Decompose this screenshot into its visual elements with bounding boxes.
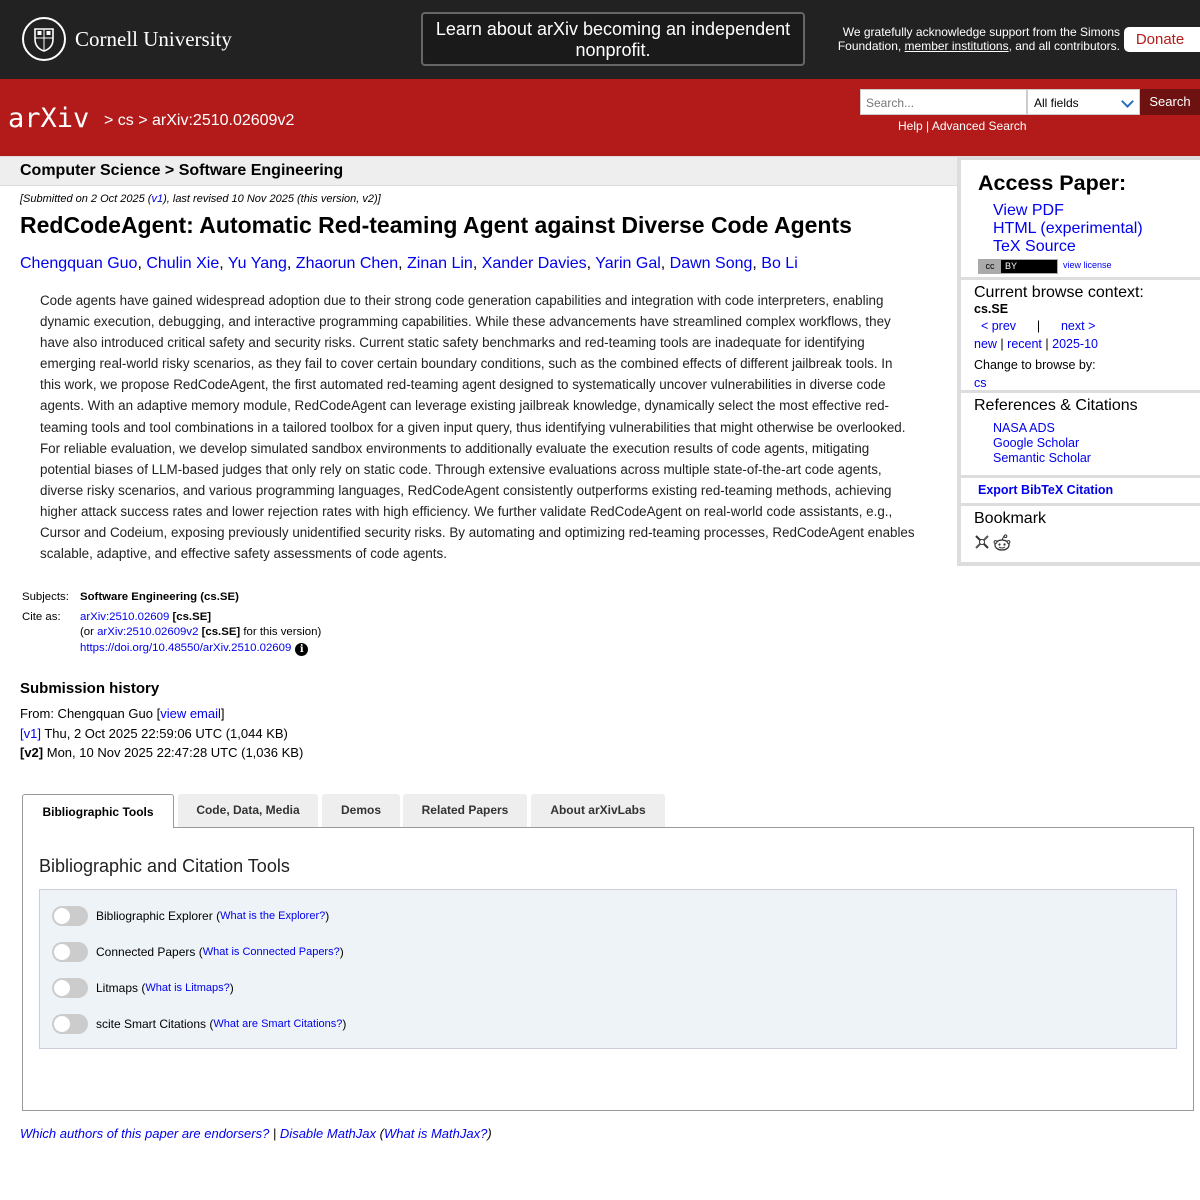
toggle-row-litmaps: Litmaps ( What is Litmaps? ) <box>52 978 234 998</box>
new-link[interactable]: new <box>974 337 997 351</box>
subjects-value: Software Engineering (cs.SE) <box>80 591 239 603</box>
google-scholar-link[interactable]: Google Scholar <box>993 436 1080 450</box>
arxiv-logo-text: arXiv <box>8 103 90 134</box>
abstract: Code agents have gained widespread adoption due to their strong code generation capabilities and integration with code interpreters, enabling dynamic execution, debugging, and interactive programming capabilities. While these advancements have streamlined complex workflows, they have also introduced critical safety and security risks. Current static safety benchmarks and red-teaming tools are inadequate for identifying emerging real-world risky scenarios, as they fail to cover certain boundary conditions, such as the combined effects of different jailbreak tools. In this work, we propose RedCodeAgent, the first automated red-teaming agent designed to systematically uncover vulnerabilities in diverse code agents. With an adaptive memory module, RedCodeAgent can leverage existing jailbreak knowledge, dynamically select the most effective red-teaming tools and tool combinations in a tailored toolbox for a given input query, thus identifying vulnerabilities that might otherwise be overlooked. For reliable evaluation, we develop simulated sandbox environments to additionally evaluate the execution results of code agents, mitigating potential biases of LLM-based judges that only rely on static code. Through extensive evaluations across multiple state-of-the-art code agents, diverse risky scenarios, and various programming languages, RedCodeAgent consistently outperforms existing red-teaming methods, achieving higher attack success rates and lower rejection rates with high efficiency. We further validate RedCodeAgent on real-world code assistants, e.g., Cursor and Codeium, exposing previously unidentified security risks. By automating and optimizing red-teaming processes, RedCodeAgent enables scalable, adaptive, and effective safety assessments of code agents. <box>40 293 915 562</box>
sidebar <box>957 156 1200 566</box>
footer-links: Which authors of this paper are endorsers? | Disable MathJax (What is MathJax?) <box>20 1126 492 1141</box>
access-links <box>993 202 1143 256</box>
what-is-connected-papers-link[interactable]: What is Connected Papers? <box>202 946 340 958</box>
version-id-link[interactable]: arXiv:2510.02609v2 <box>97 626 199 639</box>
toggle-row-connected-papers: Connected Papers ( What is Connected Papers? ) <box>52 942 344 962</box>
history-v2: [v2] Mon, 10 Nov 2025 22:47:28 UTC (1,036 KB) <box>20 745 304 760</box>
subject-bar <box>0 156 957 186</box>
doi-link[interactable]: https://doi.org/10.48550/arXiv.2510.02609 <box>80 641 292 654</box>
author-link[interactable]: Yu Yang <box>227 255 287 272</box>
author-list: Chengquan Guo, Chulin Xie, Yu Yang, Zhaorun Chen, Zinan Lin, Xander Davies, Yarin Gal, Dawn Song, Bo Li <box>20 255 798 272</box>
access-paper-block <box>961 160 1200 277</box>
cornell-topbar <box>0 0 1200 79</box>
history-v1: [v1] Thu, 2 Oct 2025 22:59:06 UTC (1,044 KB) <box>20 725 288 741</box>
access-paper-heading: Access Paper: <box>978 171 1127 195</box>
chevron-down-icon <box>1121 95 1134 108</box>
history-from: From: Chengquan Guo [view email] <box>20 706 225 721</box>
bookmark-icons <box>974 534 1011 552</box>
arxiv-header <box>0 79 1200 156</box>
breadcrumb[interactable]: > cs > arXiv:2510.02609v2 <box>104 112 295 129</box>
history-v1-link[interactable]: [v1] <box>20 725 41 741</box>
litmaps-toggle[interactable] <box>52 978 88 998</box>
author-link[interactable]: Zinan Lin <box>406 255 473 272</box>
tex-source-link[interactable]: TeX Source <box>993 238 1076 255</box>
support-acknowledgement: We gratefully acknowledge support from the Simons Foundation, member institutions, and all contributors. <box>837 25 1120 53</box>
month-link[interactable]: 2025-10 <box>1052 337 1098 351</box>
what-is-explorer-link[interactable]: What is the Explorer? <box>220 910 326 922</box>
cite-as-label: Cite as: <box>22 610 61 623</box>
bookmark-heading: Bookmark <box>974 510 1047 527</box>
author-link[interactable]: Zhaorun Chen <box>295 255 399 272</box>
semantic-scholar-link[interactable]: Semantic Scholar <box>993 451 1091 465</box>
paper-title: RedCodeAgent: Automatic Red-teaming Agent against Diverse Code Agents <box>20 212 852 238</box>
connected-papers-toggle[interactable] <box>52 942 88 962</box>
view-email-link[interactable]: view email <box>160 706 221 721</box>
submission-history-heading: Submission history <box>20 680 160 697</box>
author-link[interactable]: Chulin Xie <box>146 255 220 272</box>
browse-context-code: cs.SE <box>974 302 1009 316</box>
references-block <box>961 393 1200 475</box>
prev-link[interactable]: < prev <box>980 319 1017 333</box>
browse-list-links: new | recent | 2025-10 <box>974 337 1098 351</box>
search-button[interactable]: Search <box>1140 89 1200 115</box>
view-pdf-link[interactable]: View PDF <box>993 202 1064 219</box>
donate-button[interactable]: Donate <box>1124 27 1200 52</box>
browse-context-block <box>961 280 1200 390</box>
cc-by-license-icon[interactable]: cc BY <box>978 259 1058 274</box>
author-link[interactable]: Bo Li <box>761 255 798 272</box>
submission-history <box>20 704 303 763</box>
author-link[interactable]: Dawn Song <box>669 255 753 272</box>
references-heading: References & Citations <box>974 397 1138 414</box>
view-license-link[interactable]: view license <box>1063 260 1112 270</box>
what-is-mathjax-link[interactable]: What is MathJax? <box>383 1126 488 1141</box>
toggle-row-explorer: Bibliographic Explorer ( What is the Explorer? ) <box>52 906 329 926</box>
help-link[interactable]: Help <box>898 119 923 133</box>
tab-bibliographic-tools[interactable]: Bibliographic Tools <box>22 794 174 828</box>
what-are-smart-citations-link[interactable]: What are Smart Citations? <box>213 1018 343 1030</box>
bookmark-block <box>961 506 1200 562</box>
help-links: Help | Advanced Search <box>898 119 1027 133</box>
author-link[interactable]: Yarin Gal <box>595 255 661 272</box>
tab-about-arxivlabs[interactable]: About arXivLabs <box>531 794 665 827</box>
toggle-list <box>39 889 1177 1049</box>
toggle-row-scite: scite Smart Citations ( What are Smart Citations? ) <box>52 1014 346 1034</box>
cite-id-link[interactable]: arXiv:2510.02609 <box>80 610 170 623</box>
html-experimental-link[interactable]: HTML (experimental) <box>993 220 1143 237</box>
panel-heading: Bibliographic and Citation Tools <box>39 856 290 876</box>
endorsers-link[interactable]: Which authors of this paper are endorsers? <box>20 1126 270 1141</box>
author-link[interactable]: Xander Davies <box>481 255 587 272</box>
v1-link[interactable]: v1 <box>151 193 164 205</box>
arxiv-logo[interactable] <box>8 101 102 135</box>
bibliographic-explorer-toggle[interactable] <box>52 906 88 926</box>
export-bibtex-link[interactable]: Export BibTeX Citation <box>978 483 1114 497</box>
next-link[interactable]: next > <box>1060 319 1096 333</box>
scite-toggle[interactable] <box>52 1014 88 1034</box>
search-field-select[interactable]: All fields <box>1027 89 1140 115</box>
subjects-label: Subjects: <box>22 591 69 603</box>
bibsonomy-icon[interactable] <box>974 534 990 550</box>
prev-next-nav: < prev | next > <box>980 319 1096 333</box>
recent-link[interactable]: recent <box>1007 337 1042 351</box>
change-browse-label: Change to browse by: <box>974 358 1096 372</box>
what-is-litmaps-link[interactable]: What is Litmaps? <box>145 982 230 994</box>
bibliographic-tools-panel <box>22 827 1194 1111</box>
author-link[interactable]: Chengquan Guo <box>20 255 138 272</box>
reddit-icon[interactable] <box>993 534 1011 552</box>
nonprofit-announcement[interactable]: Learn about arXiv becoming an independent nonprofit. <box>421 12 805 66</box>
submission-dates: [Submitted on 2 Oct 2025 (v1), last revised 10 Nov 2025 (this version, v2)] <box>20 193 381 205</box>
tab-demos[interactable]: Demos <box>322 794 400 827</box>
info-icon[interactable]: i <box>295 643 308 656</box>
disable-mathjax-link[interactable]: Disable MathJax <box>279 1126 377 1141</box>
subject-breadcrumb: Computer Science > Software Engineering <box>20 162 344 179</box>
tab-related-papers[interactable]: Related Papers <box>403 794 527 827</box>
cornell-name: Cornell University <box>75 26 232 51</box>
member-institutions-link[interactable]: member institutions <box>904 39 1009 53</box>
browse-cs-link[interactable]: cs <box>974 376 987 390</box>
cornell-seal-icon <box>22 17 66 61</box>
advanced-search-link[interactable]: Advanced Search <box>931 119 1027 133</box>
reference-links <box>993 421 1091 466</box>
tab-code-data-media[interactable]: Code, Data, Media <box>178 794 318 827</box>
browse-context-heading: Current browse context: <box>974 284 1144 301</box>
cornell-logo[interactable] <box>22 17 232 61</box>
search-input[interactable]: Search... <box>860 89 1027 115</box>
paper-metadata: Subjects: Software Engineering (cs.SE) Cite as: arXiv:2510.02609 [cs.SE] (or arXiv:2510.02609v2 [cs.SE] for this version) https://doi.org/10.48550/arXiv.2510.02609 i <box>20 588 323 658</box>
nasa-ads-link[interactable]: NASA ADS <box>993 421 1055 435</box>
export-block <box>961 478 1200 503</box>
